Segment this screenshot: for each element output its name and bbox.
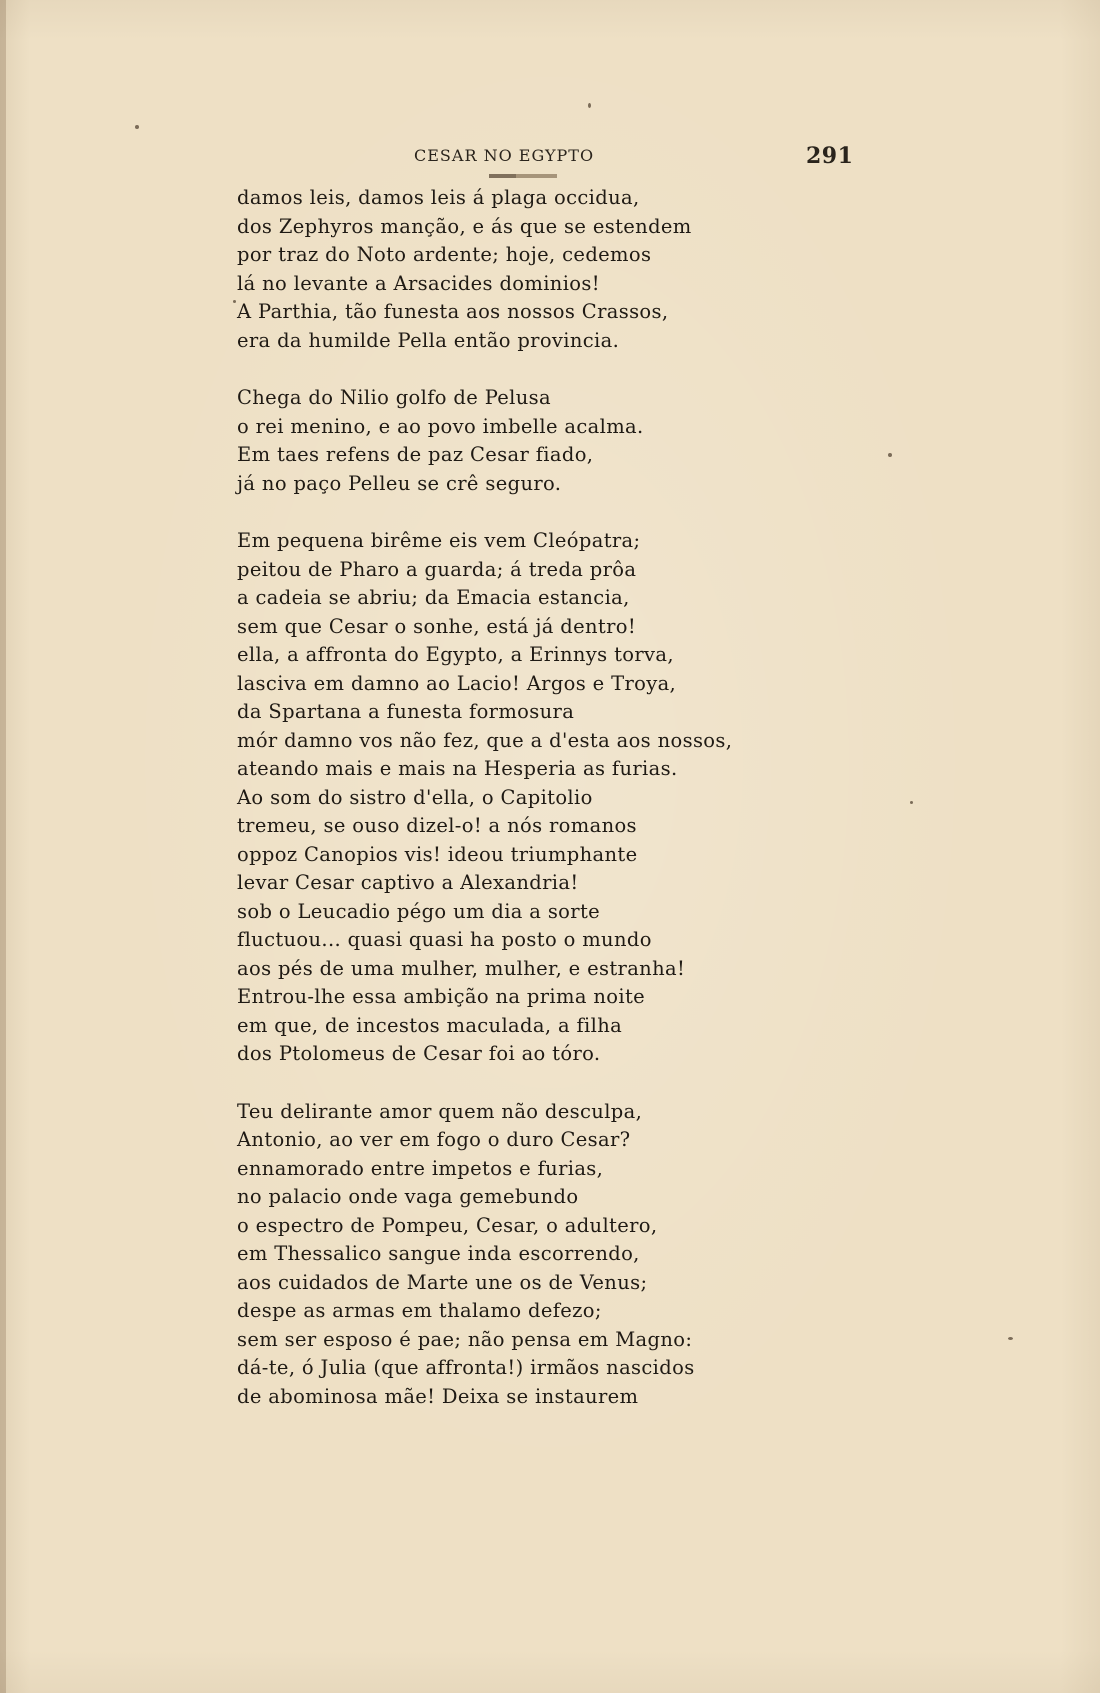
ink-speck [588,103,591,108]
verse-line: ennamorado entre impetos e furias, [237,1156,604,1180]
ink-speck [910,801,913,804]
stanza-4 [237,1098,757,1412]
verse-line: dos Zephyros manção, e ás que se estendem [237,214,692,238]
verse-line: Teu delirante amor quem não desculpa, [237,1099,643,1123]
verse-line: ateando mais e mais na Hesperia as furias. [237,757,678,780]
verse-line: no palacio onde vaga gemebundo [237,1185,579,1208]
ink-speck [233,300,236,303]
verse-line: tremeu, se ouso dizel-o! a nós romanos [237,814,637,837]
running-title: CESAR NO EGYPTO [414,146,595,165]
verse-line: de abominosa mãe! Deixa se instaurem [237,1384,639,1408]
verse-line: o rei menino, e ao povo imbelle acalma. [237,414,644,438]
verse-line: oppoz Canopios vis! ideou triumphante [237,842,638,866]
verse-line: ella, a affronta do Egypto, a Erinnys torva, [237,643,674,666]
page-number: 291 [806,143,854,169]
verse-line: Em pequena birême eis vem Cleópatra; [237,529,641,552]
verse-line: o espectro de Pompeu, Cesar, o adultero, [237,1213,658,1237]
verse-line: em que, de incestos maculada, a filha [237,1013,623,1037]
verse-line: lá no levante a Arsacides dominios! [237,271,600,295]
verse-line: Antonio, ao ver em fogo o duro Cesar? [237,1128,631,1151]
ink-speck [888,453,892,457]
page-edge-shadow [0,0,6,1693]
verse-line: era da humilde Pella então provincia. [237,328,620,352]
verse-line: em Thessalico sangue inda escorrendo, [237,1242,640,1265]
verse-line: da Spartana a funesta formosura [237,700,575,723]
verse-line: dos Ptolomeus de Cesar foi ao tóro. [237,1042,601,1065]
stanza-1 [237,184,757,355]
verse-line: sem ser esposo é pae; não pensa em Magno: [237,1327,693,1351]
verse-line: Ao som do sistro d'ella, o Capitolio [237,785,593,809]
verse-line: sem que Cesar o sonhe, está já dentro! [237,614,637,638]
verse-line: dá-te, ó Julia (que affronta!) irmãos nascidos [237,1356,695,1379]
ornamental-rule [489,174,557,178]
ink-speck [135,125,139,129]
stanza-3 [237,527,757,1069]
verse-line: levar Cesar captivo a Alexandria! [237,871,579,894]
verse-line: aos pés de uma mulher, mulher, e estranha! [237,956,686,980]
poem-text [237,184,757,1411]
verse-line: peitou de Pharo a guarda; á treda prôa [237,557,637,581]
running-head [414,143,854,174]
stanza-break [237,498,757,527]
verse-line: despe as armas em thalamo defezo; [237,1299,602,1322]
verse-line: sob o Leucadio pégo um dia a sorte [237,899,601,923]
verse-line: damos leis, damos leis á plaga occidua, [237,186,640,209]
verse-line: Entrou-lhe essa ambição na prima noite [237,985,646,1008]
verse-line: aos cuidados de Marte une os de Venus; [237,1270,648,1294]
verse-line: fluctuou... quasi quasi ha posto o mundo [237,928,652,951]
verse-line: por traz do Noto ardente; hoje, cedemos [237,243,652,266]
stanza-break [237,355,757,384]
ink-speck [1008,1337,1013,1340]
verse-line: mór damno vos não fez, que a d'esta aos nossos, [237,728,733,752]
stanza-break [237,1069,757,1098]
verse-line: lasciva em damno ao Lacio! Argos e Troya, [237,671,677,695]
verse-line: A Parthia, tão funesta aos nossos Crassos, [237,300,669,323]
verse-line: a cadeia se abriu; da Emacia estancia, [237,586,630,609]
stanza-2 [237,384,757,498]
verse-line: Chega do Nilio golfo de Pelusa [237,386,552,409]
verse-line: Em taes refens de paz Cesar fiado, [237,443,594,466]
verse-line: já no paço Pelleu se crê seguro. [237,471,562,495]
